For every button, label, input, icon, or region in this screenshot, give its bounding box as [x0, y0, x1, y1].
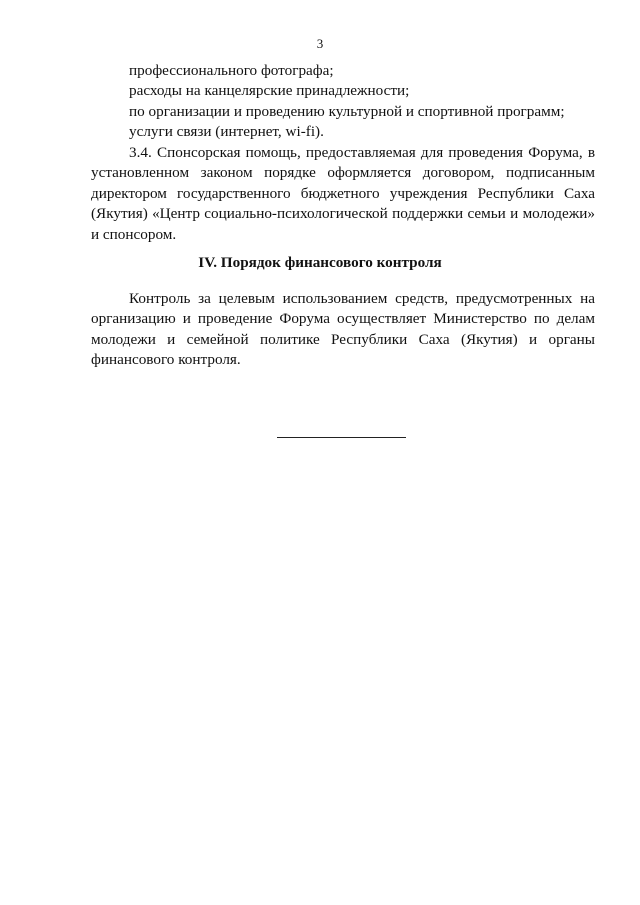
expense-item: расходы на канцелярские принадлежности; [129, 82, 410, 100]
expense-list [91, 61, 595, 143]
page-number: 3 [316, 36, 324, 51]
section-heading: IV. Порядок финансового контроля [198, 254, 442, 271]
paragraph-3-4-block [91, 143, 595, 245]
end-of-document-line [277, 437, 406, 438]
control-paragraph: Контроль за целевым использованием средств, предусмотренных на организацию и проведение Форума осуществляет Министерство по делам молодежи и семейной политике Республики Саха (Якутия) и органы финансового контроля. [91, 290, 595, 369]
paragraph-3-4: 3.4. Спонсорская помощь, предоставляемая для проведения Форума, в установленном законом порядке оформляется договором, подписанным директором государственного бюджетного учреждения Республики Саха (Якутия) «Центр социально-психологической поддержки семьи и молодежи» и спонсором. [91, 144, 595, 243]
expense-item: услуги связи (интернет, wi-fi). [129, 123, 324, 141]
control-paragraph-block [91, 289, 595, 371]
expense-item: профессионального фотографа; [129, 62, 334, 79]
expense-item: по организации и проведению культурной и спортивной программ; [129, 102, 565, 120]
